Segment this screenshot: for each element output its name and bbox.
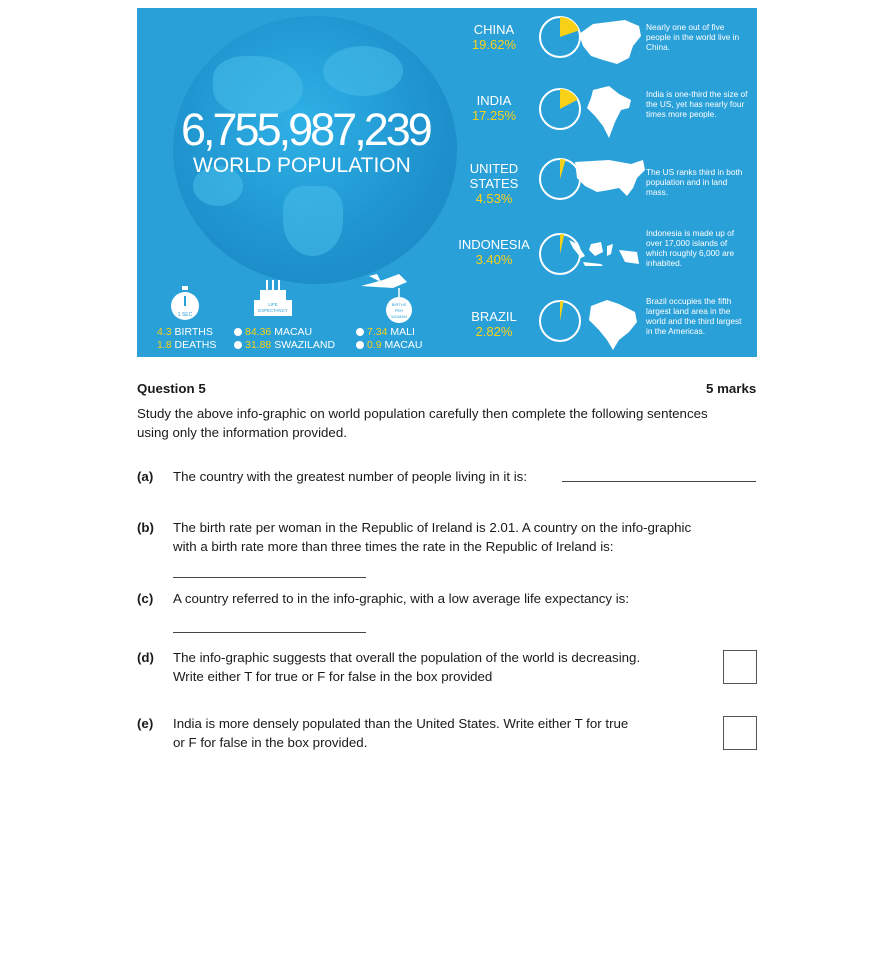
part-e-answer-box[interactable] [723, 716, 757, 750]
part-d-label: (d) [137, 650, 154, 665]
china-note: Nearly one out of five people in the world live in China. [646, 22, 740, 52]
part-c-text: A country referred to in the info-graphic, with a low average life expectancy is: [173, 591, 630, 606]
country-name: CHINA [473, 22, 515, 37]
country-indonesia [451, 237, 537, 267]
united-states-note: The US ranks third in both population and in land mass. [646, 167, 743, 197]
part-b-answer-line[interactable] [173, 577, 366, 578]
country-name: STATES [469, 176, 519, 191]
part-d-text: The info-graphic suggests that overall the population of the world is decreasing. Write either T for true or F for false in the box provided [173, 650, 641, 684]
part-b-text: The birth rate per woman in the Republic of Ireland is 2.01. A country on the info-graphic with a birth rate more than three times the rate in the Republic of Ireland is: [173, 520, 692, 554]
birth-low-place: MACAU [384, 339, 423, 351]
birth-low-value: 0.9 [367, 339, 382, 351]
life-low-place: SWAZILAND [274, 339, 336, 351]
question-title: Question 5 [137, 381, 206, 396]
brazil-map [585, 296, 641, 352]
part-c-label: (c) [137, 591, 154, 606]
births-deaths-stat [157, 326, 216, 352]
country-name: BRAZIL [471, 309, 517, 324]
stopwatch-label: 1 SEC [177, 312, 193, 318]
indonesia-map [567, 234, 643, 274]
svg-text:LIFE: LIFE [268, 302, 278, 307]
part-d-answer-box[interactable] [723, 650, 757, 684]
svg-text:PER: PER [394, 308, 404, 313]
svg-text:BIRTHS: BIRTHS [391, 302, 407, 307]
brazil-note: Brazil occupies the fifth largest land area in the world and the third largest in the Americas. [646, 296, 742, 336]
india-map [579, 84, 639, 144]
country-percent: 3.40% [475, 252, 513, 267]
country-percent: 4.53% [475, 191, 513, 206]
question-marks: 5 marks [706, 381, 757, 396]
brazil-pie-chart [535, 298, 585, 344]
country-brazil [451, 309, 537, 339]
indonesia-note: Indonesia is made up of over 17,000 islands of which roughly 6,000 are inhabited. [646, 228, 735, 268]
stork-icon [359, 272, 419, 324]
births-value: 4.3 [157, 326, 172, 338]
births-label: BIRTHS [174, 326, 213, 338]
intro-line-2: using only the information provided. [137, 425, 347, 440]
world-population-label: WORLD POPULATION [193, 154, 411, 177]
deaths-value: 1.8 [157, 339, 172, 351]
united-states-map [573, 156, 647, 202]
part-a-answer-line[interactable] [562, 481, 756, 482]
part-e-text: India is more densely populated than the United States. Write either T for true or F for false in the box provided. [173, 716, 629, 750]
country-name: INDIA [476, 93, 512, 108]
birth-high-place: MALI [390, 326, 415, 338]
intro-line-1: Study the above info-graphic on world population carefully then complete the following sentences [137, 406, 708, 421]
birth-rate-stat [356, 326, 422, 352]
deaths-label: DEATHS [174, 339, 217, 351]
part-c-answer-line[interactable] [173, 632, 366, 633]
part-b-label: (b) [137, 520, 154, 535]
part-a-text: The country with the greatest number of people living in it is: [173, 469, 528, 484]
country-percent: 2.82% [475, 324, 513, 339]
world-population-infographic [137, 8, 757, 357]
life-high-place: MACAU [274, 326, 313, 338]
china-map [573, 16, 645, 68]
country-name: UNITED [469, 161, 519, 176]
birth-high-value: 7.34 [367, 326, 388, 338]
life-expectancy-stat [234, 326, 335, 352]
part-a-label: (a) [137, 469, 154, 484]
country-china [451, 22, 537, 52]
svg-text:EXPECTANCY: EXPECTANCY [258, 308, 288, 313]
country-name: INDONESIA [458, 237, 530, 252]
question-intro [137, 404, 777, 442]
world-population-number: 6,755,987,239 [181, 104, 430, 155]
country-india [451, 93, 537, 123]
india-note: India is one-third the size of the US, yet has nearly four times more people. [646, 89, 748, 119]
svg-text:WOMAN: WOMAN [391, 314, 407, 319]
birthday-cake-icon [250, 278, 296, 320]
part-e-label: (e) [137, 716, 154, 731]
life-high-value: 84.36 [245, 326, 272, 338]
country-united-states [451, 161, 537, 206]
india-pie-chart [535, 86, 585, 132]
life-low-value: 31.88 [245, 339, 272, 351]
country-percent: 17.25% [471, 108, 517, 123]
stopwatch-icon [170, 286, 200, 322]
country-percent: 19.62% [471, 37, 517, 52]
